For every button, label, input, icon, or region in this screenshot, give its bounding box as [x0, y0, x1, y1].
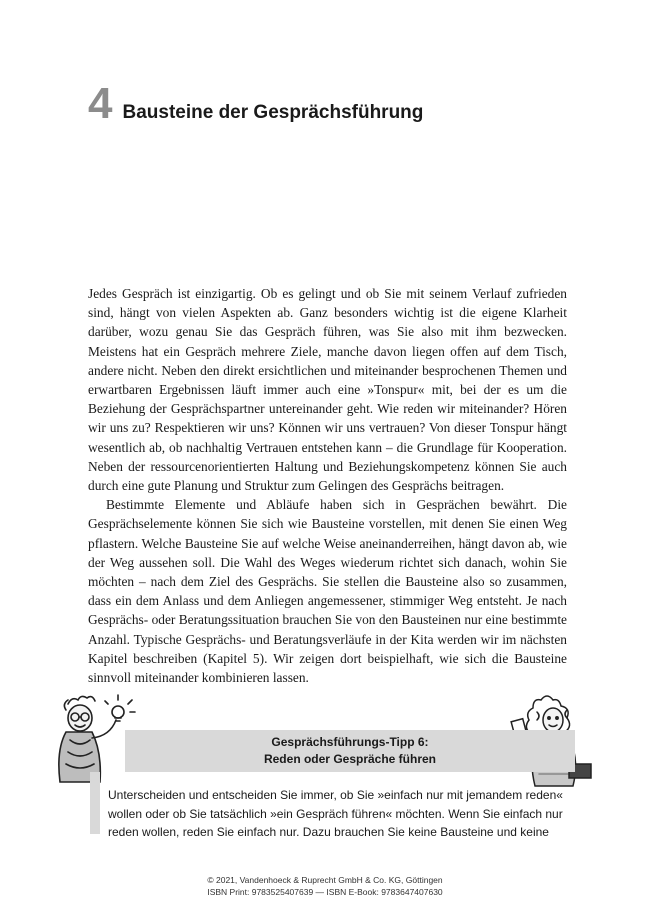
paragraph: Bestimmte Elemente und Abläufe haben sich in Gesprächen bewährt. Die Gesprächselemente können Sie sich wie Bausteine vorstellen, mit denen Sie einen Weg pflastern. Welche Bausteine Sie auf welche Weise aneinanderreihen, hängt davon ab, wie der Weg aussehen soll. Die Wahl des Weges wiederum richtet sich danach, wohin Sie möchten – nach dem Ziel des Gesprächs. Sie stellen die Bausteine also so zusammen, dass ein dem Anlass und dem Anliegen angemessener, stimmiger Weg entsteht. Je nach Gesprächs- oder Beratungssituation brauchen Sie von den Bausteinen nur eine bestimmte Anzahl. Typische Gesprächs- und Beratungsverläufe in der Kita werden wir im nächsten Kapitel beschreiben (Kapitel 5). Wir zeigen dort beispielhaft, wie sich die Bausteine sinnvoll miteinander kombinieren lassen. — [88, 497, 567, 686]
chapter-title: Bausteine der Gesprächsführung — [122, 102, 424, 123]
tip-heading-line1: Gesprächsführungs-Tipp 6: — [271, 735, 429, 749]
tip-heading-line2: Reden oder Gespräche führen — [263, 752, 437, 766]
chapter-number: 4 — [88, 79, 113, 128]
tip-body — [108, 786, 572, 842]
tip-heading-band — [125, 730, 575, 772]
paragraph: Jedes Gespräch ist einzigartig. Ob es gelingt und ob Sie mit seinem Verlauf zufrieden sind, hängt von vielen Aspekten ab. Ganz besonders wichtig ist die eigene Klarheit darüber, wozu genau Sie das Gespräch führen, was Sie also mit ihm bezwecken. Meistens hat ein Gespräch mehrere Ziele, manche davon liegen offen auf dem Tisch, andere nicht. Neben den direkt ersichtlichen und miteinander besprochenen Themen und erwartbaren Ergebnissen läuft immer auch eine »Tonspur« mit, bei der es um die Beziehung der Gesprächspartner untereinander geht. Wie reden wir miteinander? Hören wir uns zu? Respektieren wir uns? Können wir uns vertrauen? Von dieser Tonspur hängt wesentlich ab, ob nachhaltig Vertrauen entstehen kann – die Grundlage für Kooperation. Neben der ressourcenorientierten Haltung und Beziehungskompetenz können Sie auch durch eine gute Planung und Struktur zum Gelingen des Gesprächs beitragen. — [88, 286, 567, 494]
footer-copyright: © 2021, Vandenhoeck & Ruprecht GmbH & Co. KG, Göttingen — [207, 875, 443, 885]
footer-isbn: ISBN Print: 9783525407639 — ISBN E-Book: 9783647407630 — [207, 887, 443, 897]
tip-side-bar — [90, 772, 100, 834]
copyright-footer — [0, 874, 650, 898]
body-text — [88, 284, 567, 687]
tip-text: Unterscheiden und entscheiden Sie immer, ob Sie »einfach nur mit jemandem reden« wollen oder ob Sie tatsächlich »ein Gespräch führen« möchten. Wenn Sie einfach nur reden wollen, reden Sie einfach nur. Dazu brauchen Sie keine Bausteine und keine — [108, 788, 563, 839]
chapter-heading — [88, 79, 424, 128]
